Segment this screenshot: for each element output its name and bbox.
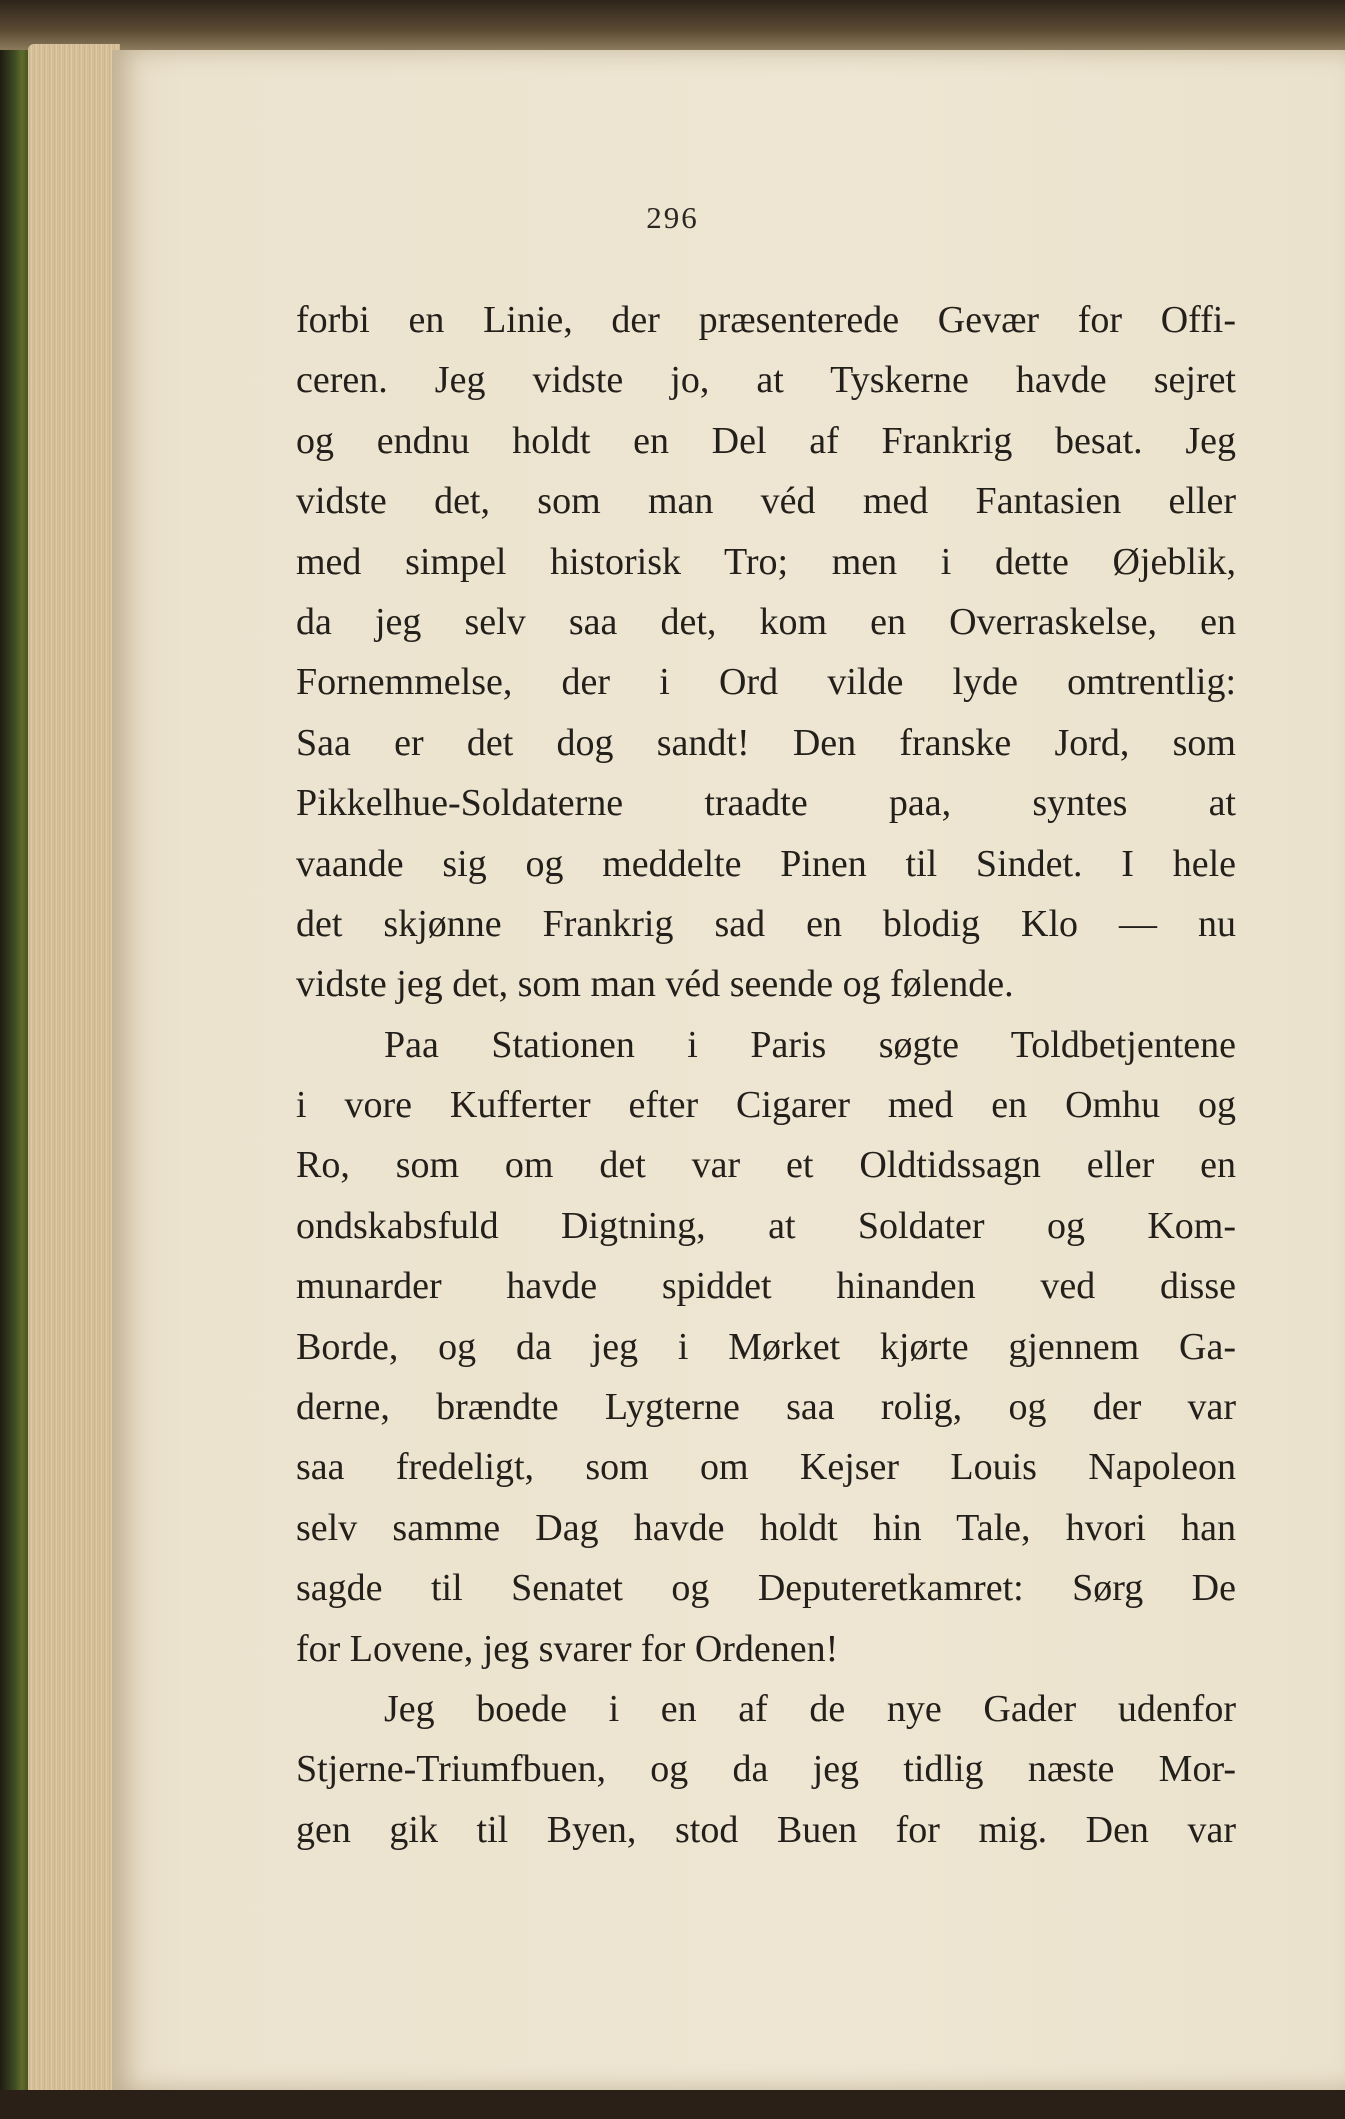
text-line: Pikkelhue-Soldaterne traadte paa, syntes at <box>296 782 1236 825</box>
page-edges <box>28 44 120 2096</box>
text-line: sagde til Senatet og Deputeretkamret: Sørg De <box>296 1567 1236 1610</box>
text-line: ceren. Jeg vidste jo, at Tyskerne havde sejret <box>296 359 1236 402</box>
text-line: selv samme Dag havde holdt hin Tale, hvori han <box>296 1506 1236 1549</box>
text-line: og endnu holdt en Del af Frankrig besat. Jeg <box>296 419 1236 462</box>
text-line: Saa er det dog sandt! Den franske Jord, som <box>296 721 1236 764</box>
text-line: forbi en Linie, der præsenterede Gevær for Offi- <box>296 299 1236 341</box>
text-line: gen gik til Byen, stod Buen for mig. Den var <box>296 1808 1236 1851</box>
text-line: da jeg selv saa det, kom en Overraskelse, en <box>296 600 1236 643</box>
text-line: saa fredeligt, som om Kejser Louis Napoleon <box>296 1446 1236 1489</box>
text-line: vidste det, som man véd med Fantasien eller <box>296 480 1236 523</box>
text-line: Ro, som om det var et Oldtidssagn eller en <box>296 1144 1236 1187</box>
text-line: vaande sig og meddelte Pinen til Sindet. I hele <box>296 842 1236 885</box>
text-line: derne, brændte Lygterne saa rolig, og der var <box>296 1386 1236 1429</box>
page-number: 296 <box>646 200 699 235</box>
text-line: vidste jeg det, som man véd seende og følende. <box>296 963 1014 1006</box>
book-top-edge <box>0 0 1345 50</box>
book-bottom-edge <box>0 2090 1345 2119</box>
text-line: Jeg boede i en af de nye Gader udenfor <box>384 1687 1236 1730</box>
text-line: Paa Stationen i Paris søgte Toldbetjentene <box>384 1023 1236 1066</box>
text-line: med simpel historisk Tro; men i dette Øjeblik, <box>296 540 1236 583</box>
text-line: for Lovene, jeg svarer for Ordenen! <box>296 1627 839 1670</box>
text-line: Fornemmelse, der i Ord vilde lyde omtrentlig: <box>296 661 1236 704</box>
text-line: ondskabsfuld Digtning, at Soldater og Kom- <box>296 1204 1236 1247</box>
text-line: Stjerne-Triumfbuen, og da jeg tidlig næste Mor- <box>296 1748 1236 1791</box>
body-text <box>296 290 1236 1860</box>
text-line: i vore Kufferter efter Cigarer med en Omhu og <box>296 1084 1236 1127</box>
text-line: munarder havde spiddet hinanden ved disse <box>296 1265 1236 1308</box>
text-line: det skjønne Frankrig sad en blodig Klo — nu <box>296 902 1236 945</box>
text-line: Borde, og da jeg i Mørket kjørte gjennem Ga- <box>296 1325 1236 1368</box>
